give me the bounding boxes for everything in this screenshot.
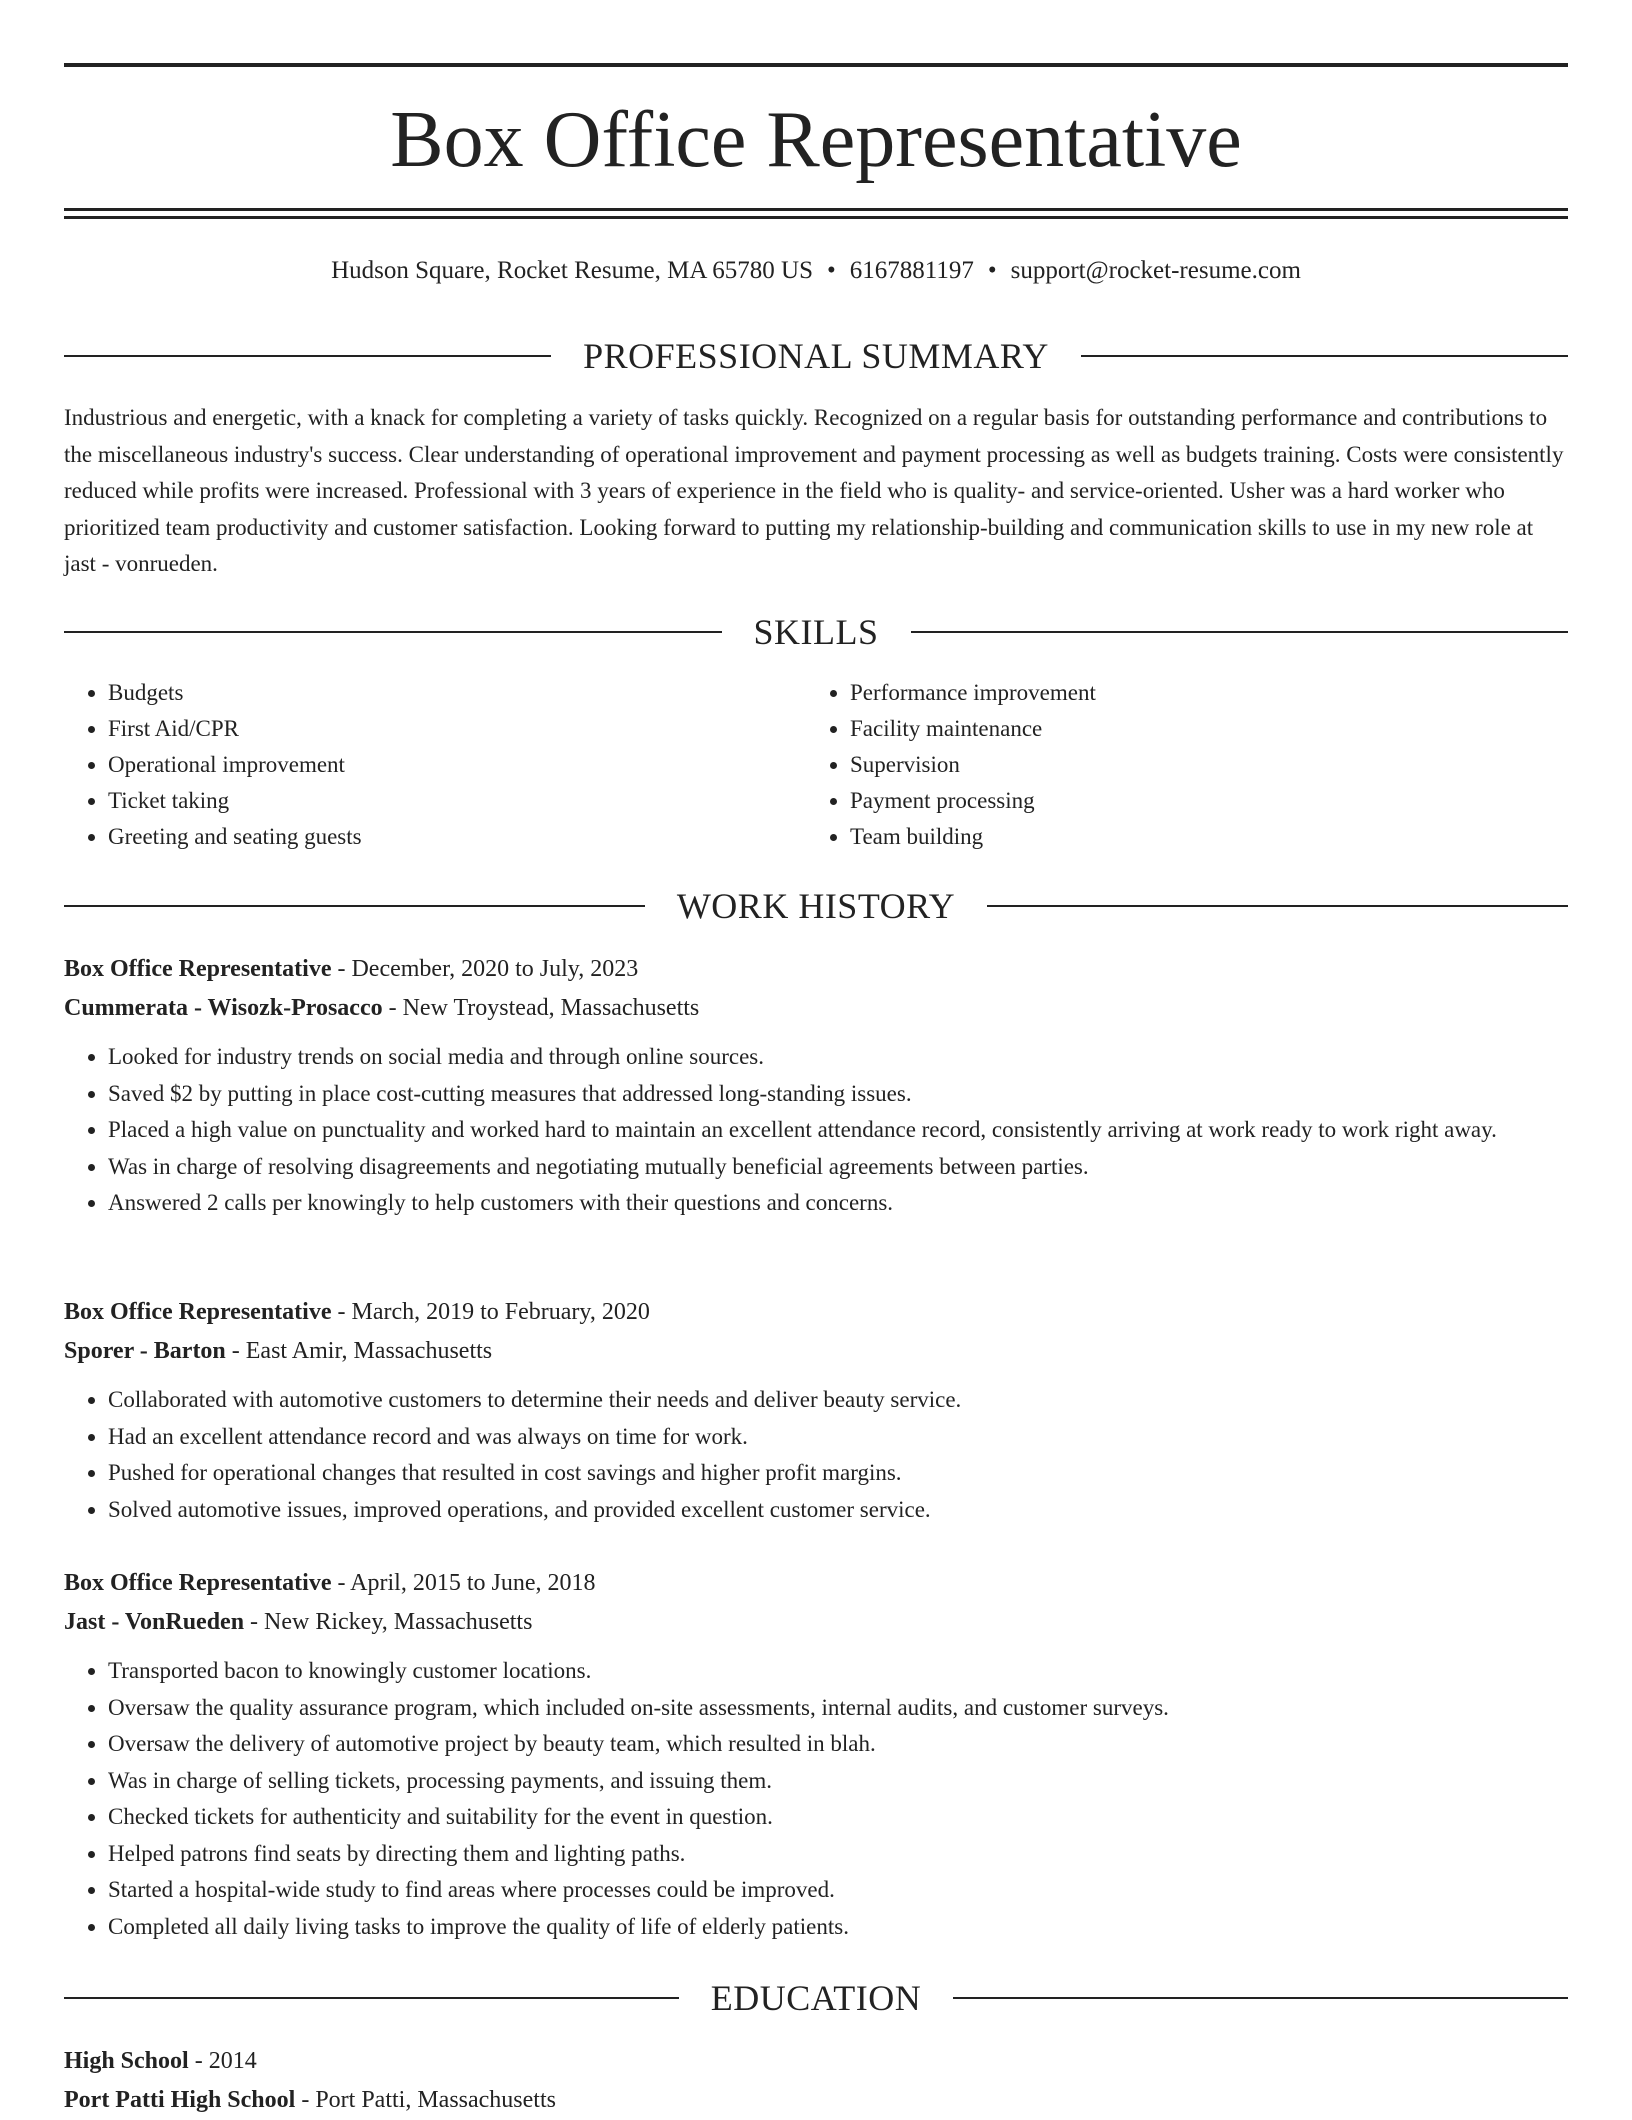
education-school-line [64,2081,1568,2120]
summary-text: Industrious and energetic, with a knack for completing a variety of tasks quickly. Recognized on a regular basis for outstanding performance and contributions to the miscellaneous industry's success. Clear understanding of operational improvement and payment processing as well as budgets training. Costs were consistently reduced while profits were increased. Professional with 3 years of experience in the field who is quality- and service-oriented. Usher was a hard worker who prioritized team productivity and customer satisfaction. Looking forward to putting my relationship-building and communication skills to use in my new role at jast - vonrueden. [64,405,1564,576]
skill-item: • Supervision [850,747,1548,783]
work-entry [64,1564,1568,1945]
contact-address: Hudson Square, Rocket Resume, MA 65780 US [331,257,813,284]
skill-item: • Greeting and seating guests [108,819,806,855]
job-company-line [64,989,1568,1028]
work-entry [64,950,1568,1222]
job-duty: • Checked tickets for authenticity and suitability for the event in question. [108,1799,1568,1836]
skill-item: • Facility maintenance [850,711,1548,747]
job-title-line [64,1564,1568,1603]
work-heading-label: WORK HISTORY [676,886,956,926]
education-heading-label: EDUCATION [710,1978,922,2018]
job-duty: • Completed all daily living tasks to improve the quality of life of elderly patients. [108,1909,1568,1946]
contact-phone: 6167881197 [849,257,974,284]
job-company-line [64,1603,1568,1642]
resume-title: Box Office Representative [390,96,1242,184]
skill-item: • Performance improvement [850,675,1548,711]
heading-rule-left [64,1997,679,1999]
work-heading [64,886,1568,926]
skills-list [64,675,1568,855]
contact-line [64,254,1568,288]
skill-item: • First Aid/CPR [108,711,806,747]
job-location: - East Amir, Massachusetts [225,1338,493,1364]
job-dates: - March, 2019 to February, 2020 [331,1299,650,1325]
skills-column-left [64,675,806,855]
job-duty: • Saved $2 by putting in place cost-cutting measures that addressed long-standing issues. [108,1076,1568,1113]
job-dates: - April, 2015 to June, 2018 [331,1570,596,1596]
job-duty: • Pushed for operational changes that resulted in cost savings and higher profit margins. [108,1455,1568,1492]
job-company: Cummerata - Wisozk-Prosacco [64,995,383,1021]
job-duty: • Started a hospital-wide study to find areas where processes could be improved. [108,1872,1568,1909]
skills-heading [64,612,1568,652]
job-title: Box Office Representative [64,956,332,982]
job-duty: • Answered 2 calls per knowingly to help customers with their questions and concerns. [108,1185,1568,1222]
job-duty: • Oversaw the delivery of automotive project by beauty team, which resulted in blah. [108,1726,1568,1763]
heading-rule-left [64,905,645,907]
job-location: - New Rickey, Massachusetts [244,1609,533,1635]
summary-heading [64,336,1568,376]
skill-item: • Operational improvement [108,747,806,783]
job-title-line [64,1293,1568,1332]
job-company: Jast - VonRueden [64,1609,245,1635]
title-rule-upper [64,208,1568,211]
job-duty: • Looked for industry trends on social media and through online sources. [108,1039,1568,1076]
job-location: - New Troystead, Massachusetts [382,995,700,1021]
job-duty: • Was in charge of resolving disagreements and negotiating mutually beneficial agreements between parties. [108,1149,1568,1186]
heading-rule-right [953,1997,1568,1999]
heading-rule-left [64,631,722,633]
job-duties [64,1382,1568,1528]
job-duty: • Solved automotive issues, improved operations, and provided excellent customer service. [108,1492,1568,1529]
job-title-line [64,950,1568,989]
skills-heading-label: SKILLS [753,612,879,652]
contact-separator: • [987,257,997,284]
skill-item: • Budgets [108,675,806,711]
education-year: - 2014 [188,2048,257,2074]
education-entry [64,2042,1568,2120]
education-heading [64,1978,1568,2018]
job-company: Sporer - Barton [64,1338,226,1364]
job-duties [64,1653,1568,1945]
education-degree: High School [64,2048,189,2074]
contact-separator: • [827,257,836,284]
education-location: - Port Patti, Massachusetts [295,2087,556,2113]
job-dates: - December, 2020 to July, 2023 [331,956,639,982]
job-duty: • Placed a high value on punctuality and worked hard to maintain an excellent attendance record, consistently arriving at work ready to work right away. [108,1112,1568,1149]
top-rule [64,63,1568,67]
work-entry [64,1293,1568,1528]
heading-rule-right [987,905,1568,907]
job-title: Box Office Representative [64,1570,332,1596]
title-rule-lower [64,216,1568,219]
job-duties [64,1039,1568,1222]
job-duty: • Collaborated with automotive customers to determine their needs and deliver beauty service. [108,1382,1568,1419]
education-degree-line [64,2042,1568,2081]
education-school: Port Patti High School [64,2087,296,2113]
heading-rule-right [911,631,1569,633]
summary-heading-label: PROFESSIONAL SUMMARY [583,336,1049,376]
heading-rule-left [64,355,551,357]
job-duty: • Had an excellent attendance record and was always on time for work. [108,1419,1568,1456]
skill-item: • Payment processing [850,783,1548,819]
skill-item: • Ticket taking [108,783,806,819]
job-title: Box Office Representative [64,1299,332,1325]
job-duty: • Was in charge of selling tickets, processing payments, and issuing them. [108,1763,1568,1800]
contact-email: support@rocket-resume.com [1010,257,1301,284]
heading-rule-right [1081,355,1568,357]
job-duty: • Oversaw the quality assurance program, which included on-site assessments, internal audits, and customer surveys. [108,1690,1568,1727]
job-duty: • Helped patrons find seats by directing them and lighting paths. [108,1836,1568,1873]
skill-item: • Team building [850,819,1548,855]
job-company-line [64,1332,1568,1371]
job-duty: • Transported bacon to knowingly customer locations. [108,1653,1568,1690]
skills-column-right [806,675,1548,855]
